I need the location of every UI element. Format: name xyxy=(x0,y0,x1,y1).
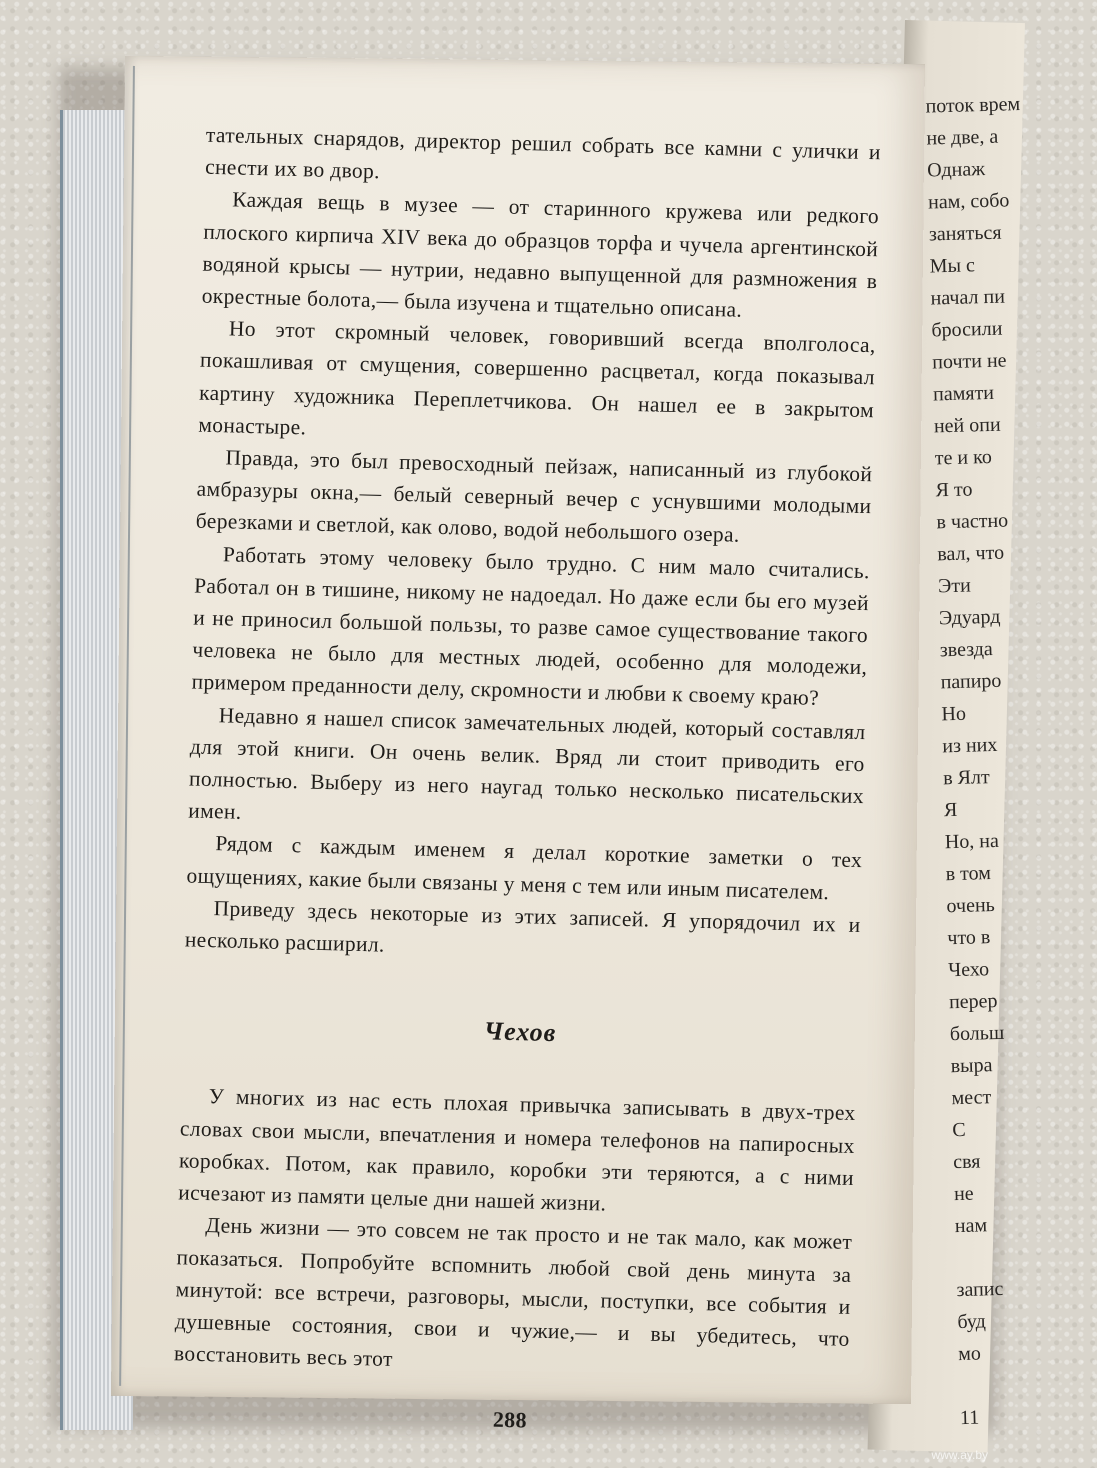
right-page-line: в Ялт xyxy=(942,766,990,790)
right-page-line: С xyxy=(952,1118,967,1142)
right-page-line: запис xyxy=(956,1277,1004,1302)
right-page-line: звезда xyxy=(939,637,994,662)
right-page-line: мо xyxy=(957,1342,982,1366)
right-page-line: ней опи xyxy=(933,413,1001,438)
right-page-line: Но, на xyxy=(944,829,1000,854)
right-page-line: буд xyxy=(957,1310,987,1334)
paragraph: Правда, это был превосходный пейзаж, написанный из глубокой амбразуры окна,— белый северный вечер с уснувшими молодыми березками и светлой, как олово, водой небольшого озера. xyxy=(195,445,873,548)
right-page-line: перер xyxy=(948,989,998,1014)
right-page-line: вал, что xyxy=(937,541,1005,566)
right-page-line: мест xyxy=(951,1086,992,1110)
paragraph: Приведу здесь некоторые из этих записей. Я упорядочил их и несколько расширил. xyxy=(184,896,861,957)
right-page-line: Я xyxy=(943,798,958,822)
right-page-line xyxy=(959,1367,1060,1402)
right-page-line: папиро xyxy=(940,669,1002,694)
right-page-line: нам, собо xyxy=(927,189,1010,214)
right-page-line: начал пи xyxy=(930,285,1006,310)
right-page-line: Мы с xyxy=(929,254,976,278)
right-page-line: в частно xyxy=(936,509,1009,534)
right-page-line: Эдуард xyxy=(938,605,1001,630)
watermark: www.ay.by xyxy=(931,1448,988,1462)
right-page-line: 11 xyxy=(959,1406,980,1430)
right-page-line: почти не xyxy=(931,349,1007,374)
right-page-line: очень xyxy=(946,894,996,918)
right-page-line: не xyxy=(953,1182,974,1206)
paragraph: У многих из нас есть плохая привычка записывать в двух-трех словах свои мысли, впечатления и номера телефонов на папиросных коробках. Потом, как правило, коробки эти теряются, а с ними исчезают из памяти целые дни нашей жизни. xyxy=(177,1084,856,1216)
right-page-text xyxy=(925,88,1060,1434)
paragraph: тательных снарядов, директор решил собрать все камни с улички и снести их во двор. xyxy=(204,122,882,184)
paragraph: Но этот скромный человек, говоривший всегда вполголоса, покашливая от смущения, совершенно расцветал, когда показывал картину художника Переплетчикова. Он нашел ее в закрытом монастыре. xyxy=(198,316,876,440)
paragraph: Рядом с каждым именем я делал короткие заметки о тех ощущениях, какие были связаны у меня с тем или иным писателем. xyxy=(186,831,863,904)
right-page-line: Но xyxy=(941,702,967,726)
right-page-line: свя xyxy=(952,1150,981,1174)
right-page-line: Чехо xyxy=(947,958,990,982)
right-page-line: нам xyxy=(954,1214,988,1238)
right-page-line: памяти xyxy=(932,381,995,406)
chapter-title: Чехов xyxy=(483,1016,557,1048)
left-page xyxy=(111,56,925,1433)
right-page-line: что в xyxy=(947,926,991,950)
right-page-line: заняться xyxy=(928,221,1002,246)
right-page-line: Я то xyxy=(935,478,973,502)
right-page-line: бросили xyxy=(931,317,1003,342)
page-text-block xyxy=(172,119,881,1446)
paragraph: Недавно я нашел список замечательных людей, который составлял для этой книги. Он очень велик. Вряд ли стоит приводить его полностью. Выберу из него наугад только несколько писательских имен. xyxy=(187,702,866,825)
right-page-line xyxy=(955,1240,1056,1275)
right-page-line: Однаж xyxy=(926,158,986,182)
page-number: 288 xyxy=(492,1406,528,1433)
right-page-line: не две, а xyxy=(926,125,999,150)
right-page-line: Эти xyxy=(937,574,972,598)
paragraph: Работать этому человеку было трудно. С ним мало считались. Работал он в тишине, никому не надоедал. Но даже если бы его музей и не приносил большой пользы, то разве самое существование такого человека не было для местных людей, особенно для молодежи, примером преданности делу, скромности и любви к своему краю? xyxy=(191,541,871,711)
right-page-line: из них xyxy=(942,733,998,758)
paragraph: День жизни — это совсем не так просто и не так мало, как может показаться. Попробуйте вспомнить любой свой день минута за минутой: все встречи, разговоры, мысли, поступки, все события и душевные состояния, свои и чужие,— и вы убедитесь, что восстановить весь этот xyxy=(173,1213,853,1372)
right-page-line: больш xyxy=(949,1021,1005,1046)
right-page-line: те и ко xyxy=(934,445,993,470)
paragraph: Каждая вещь в музее — от старинного кружева или редкого плоского кирпича XIV века до образцов торфа и чучела аргентинской водяной крысы — нутрии, недавно выпущенной для размножения в окрестные болота,— была изучена и тщательно описана. xyxy=(201,187,880,322)
right-page-line: в том xyxy=(945,862,992,886)
right-page-line: поток врем xyxy=(925,93,1021,118)
right-page-line: выра xyxy=(950,1054,993,1078)
